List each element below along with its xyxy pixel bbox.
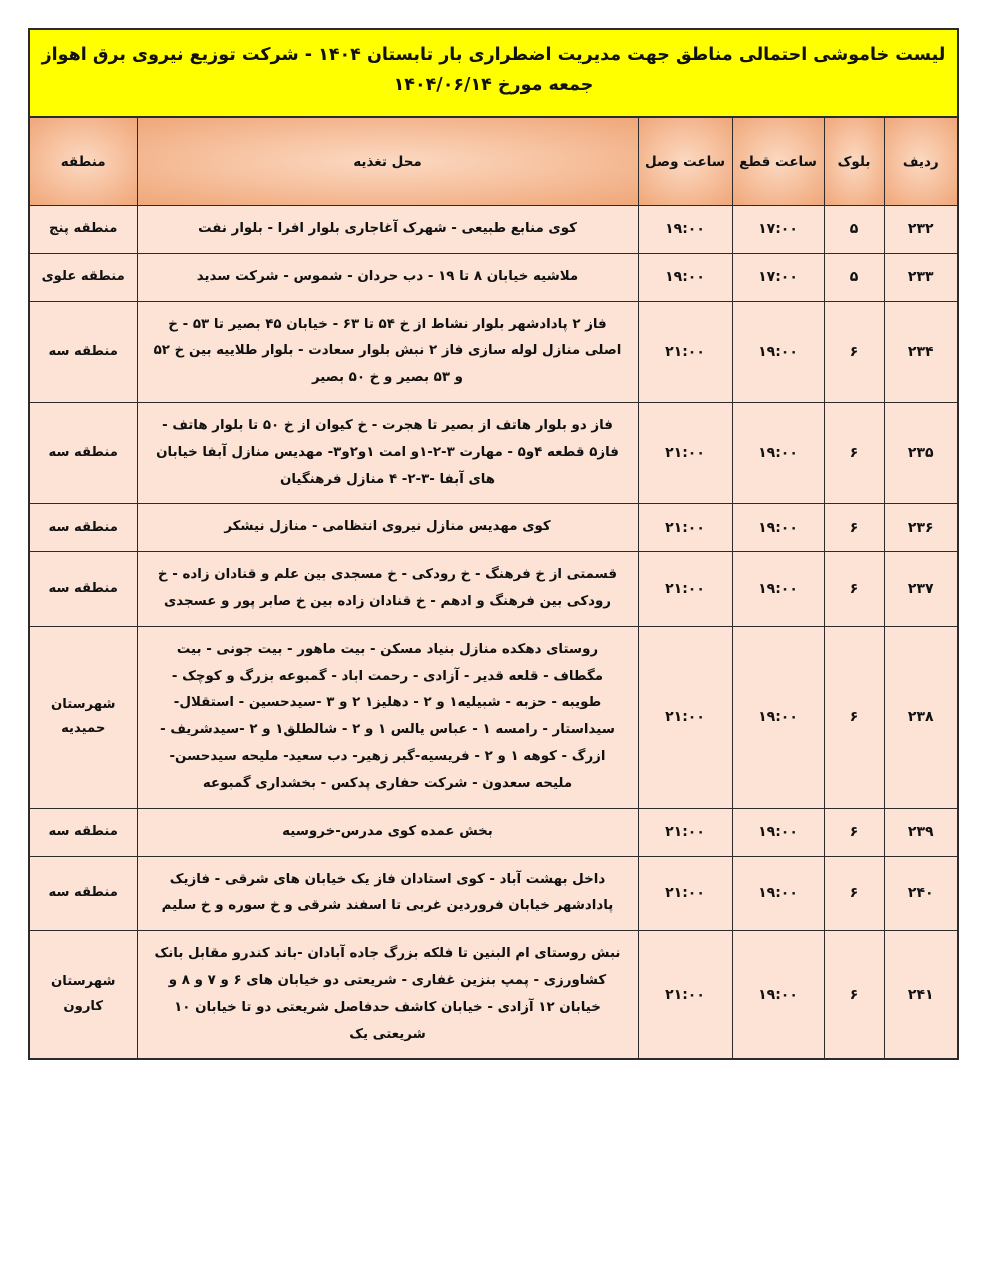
cell-mantaghe: منطقه سه (29, 552, 137, 627)
cell-blok: ۵ (824, 253, 884, 301)
cell-ghat: ۱۹:۰۰ (732, 301, 824, 402)
column-header-vasl: ساعت وصل (638, 117, 732, 205)
cell-radif: ۲۳۴ (884, 301, 958, 402)
cell-ghat: ۱۷:۰۰ (732, 205, 824, 253)
cell-vasl: ۲۱:۰۰ (638, 808, 732, 856)
title-line-primary: لیست خاموشی احتمالی مناطق جهت مدیریت اضطراری بار تابستان ۱۴۰۴ - شرکت توزیع نیروی برق اهواز (41, 45, 946, 65)
cell-mahal: کوی مهدیس منازل نیروی انتظامی - منازل نیشکر (137, 504, 638, 552)
cell-radif: ۲۳۲ (884, 205, 958, 253)
cell-vasl: ۲۱:۰۰ (638, 856, 732, 931)
cell-radif: ۲۳۳ (884, 253, 958, 301)
cell-mantaghe: منطقه سه (29, 808, 137, 856)
cell-mantaghe: منطقه پنج (29, 205, 137, 253)
column-header-row (29, 117, 958, 205)
cell-mahal: داخل بهشت آباد - کوی استادان فاز یک خیابان های شرقی - فازیک پادادشهر خیابان فروردین غربی تا اسفند شرقی و خ سوره و خ سلیم (137, 856, 638, 931)
cell-mantaghe: منطقه علوی (29, 253, 137, 301)
cell-mahal: روستای دهکده منازل بنیاد مسکن - بیت ماهور - بیت جونی - بیت مگطاف - قلعه قدیر - آزادی - رحمت اباد - گمبوعه بزرگ و کوچک - طویبه - حزبه - شبیلیه۱ و ۲ - دهلیز۱ ۲ و ۳ -سیدحسین - استقلال- سیداستار - رامسه ۱ - عباس یالس ۱ و ۲ - شالطلق۱ و ۲ -سیدشریف - ازرگ - کوهه ۱ و ۲ - فریسیه-گبر زهیر- دب سعید- ملیحه سیدحسن- ملیحه سعدون - شرکت حفاری پدکس - بخشداری گمبوعه (137, 626, 638, 808)
cell-mahal: فاز ۲ پادادشهر بلوار نشاط از خ ۵۴ تا ۶۳ - خیابان ۴۵ بصیر تا ۵۳ - خ اصلی منازل لوله سازی فاز ۲ نبش بلوار سعادت - بلوار طلاییه بین خ ۵۲ و ۵۳ بصیر و خ ۵۰ بصیر (137, 301, 638, 402)
cell-mahal: نبش روستای ام البنین تا فلکه بزرگ جاده آبادان -باند کندرو مقابل بانک کشاورزی - پمپ بنزین غفاری - شریعتی دو خیابان های ۶ و ۷ و ۸ و خیابان ۱۲ آزادی - خیابان کاشف حدفاصل شریعتی دو تا خیابان ۱۰ شریعتی یک (137, 931, 638, 1060)
cell-mahal: بخش عمده کوی مدرس-خروسیه (137, 808, 638, 856)
cell-radif: ۲۴۰ (884, 856, 958, 931)
cell-blok: ۶ (824, 931, 884, 1060)
table-body (29, 205, 958, 1059)
cell-blok: ۶ (824, 301, 884, 402)
cell-vasl: ۲۱:۰۰ (638, 504, 732, 552)
cell-blok: ۶ (824, 504, 884, 552)
cell-mantaghe: شهرستان کارون (29, 931, 137, 1060)
cell-vasl: ۲۱:۰۰ (638, 552, 732, 627)
outage-schedule-table (28, 28, 959, 1060)
table-row (29, 504, 958, 552)
column-header-mahal: محل تغذیه (137, 117, 638, 205)
table-row (29, 205, 958, 253)
cell-vasl: ۲۱:۰۰ (638, 626, 732, 808)
table-row (29, 626, 958, 808)
cell-mahal: قسمتی از خ فرهنگ - خ رودکی - خ مسجدی بین علم و قنادان زاده - خ رودکی بین فرهنگ و ادهم - خ قنادان زاده بین خ صابر پور و عسجدی (137, 552, 638, 627)
cell-mantaghe: منطقه سه (29, 301, 137, 402)
table-row (29, 931, 958, 1060)
cell-mantaghe: منطقه سه (29, 856, 137, 931)
table-row (29, 253, 958, 301)
cell-radif: ۲۳۶ (884, 504, 958, 552)
cell-radif: ۲۳۵ (884, 402, 958, 503)
table-row (29, 301, 958, 402)
cell-vasl: ۲۱:۰۰ (638, 931, 732, 1060)
column-header-blok: بلوک (824, 117, 884, 205)
cell-ghat: ۱۹:۰۰ (732, 402, 824, 503)
column-header-ghat: ساعت قطع (732, 117, 824, 205)
cell-vasl: ۱۹:۰۰ (638, 253, 732, 301)
cell-vasl: ۲۱:۰۰ (638, 402, 732, 503)
cell-mahal: کوی منابع طبیعی - شهرک آغاجاری بلوار افرا - بلوار نفت (137, 205, 638, 253)
table-row (29, 402, 958, 503)
table-row (29, 856, 958, 931)
cell-blok: ۶ (824, 402, 884, 503)
cell-ghat: ۱۷:۰۰ (732, 253, 824, 301)
cell-ghat: ۱۹:۰۰ (732, 552, 824, 627)
cell-blok: ۶ (824, 808, 884, 856)
cell-ghat: ۱۹:۰۰ (732, 808, 824, 856)
cell-vasl: ۱۹:۰۰ (638, 205, 732, 253)
document-title-banner (29, 29, 958, 117)
cell-blok: ۶ (824, 552, 884, 627)
cell-ghat: ۱۹:۰۰ (732, 931, 824, 1060)
cell-radif: ۲۳۹ (884, 808, 958, 856)
cell-mahal: فاز دو بلوار هاتف از بصیر تا هجرت - خ کیوان از خ ۵۰ تا بلوار هاتف - فاز۵ قطعه ۴و۵ - مهارت ۳-۲-۱و امت ۱و۲و۳- مهدیس منازل آبفا خیابان های آبفا -۳-۲- ۴ منازل فرهنگیان (137, 402, 638, 503)
cell-radif: ۲۴۱ (884, 931, 958, 1060)
table-row (29, 552, 958, 627)
cell-blok: ۶ (824, 626, 884, 808)
cell-mantaghe: منطقه سه (29, 504, 137, 552)
cell-ghat: ۱۹:۰۰ (732, 504, 824, 552)
cell-mantaghe: شهرستان حمیدیه (29, 626, 137, 808)
column-header-mantaghe: منطقه (29, 117, 137, 205)
column-header-radif: ردیف (884, 117, 958, 205)
table-head (29, 29, 958, 205)
title-banner-row (29, 29, 958, 117)
cell-blok: ۶ (824, 856, 884, 931)
cell-mahal: ملاشیه خیابان ۸ تا ۱۹ - دب حردان - شموس - شرکت سدید (137, 253, 638, 301)
title-line-date: جمعه مورخ ۱۴۰۴/۰۶/۱۴ (393, 75, 594, 96)
cell-mantaghe: منطقه سه (29, 402, 137, 503)
cell-vasl: ۲۱:۰۰ (638, 301, 732, 402)
table-row (29, 808, 958, 856)
cell-blok: ۵ (824, 205, 884, 253)
cell-ghat: ۱۹:۰۰ (732, 856, 824, 931)
cell-radif: ۲۳۸ (884, 626, 958, 808)
cell-radif: ۲۳۷ (884, 552, 958, 627)
cell-ghat: ۱۹:۰۰ (732, 626, 824, 808)
